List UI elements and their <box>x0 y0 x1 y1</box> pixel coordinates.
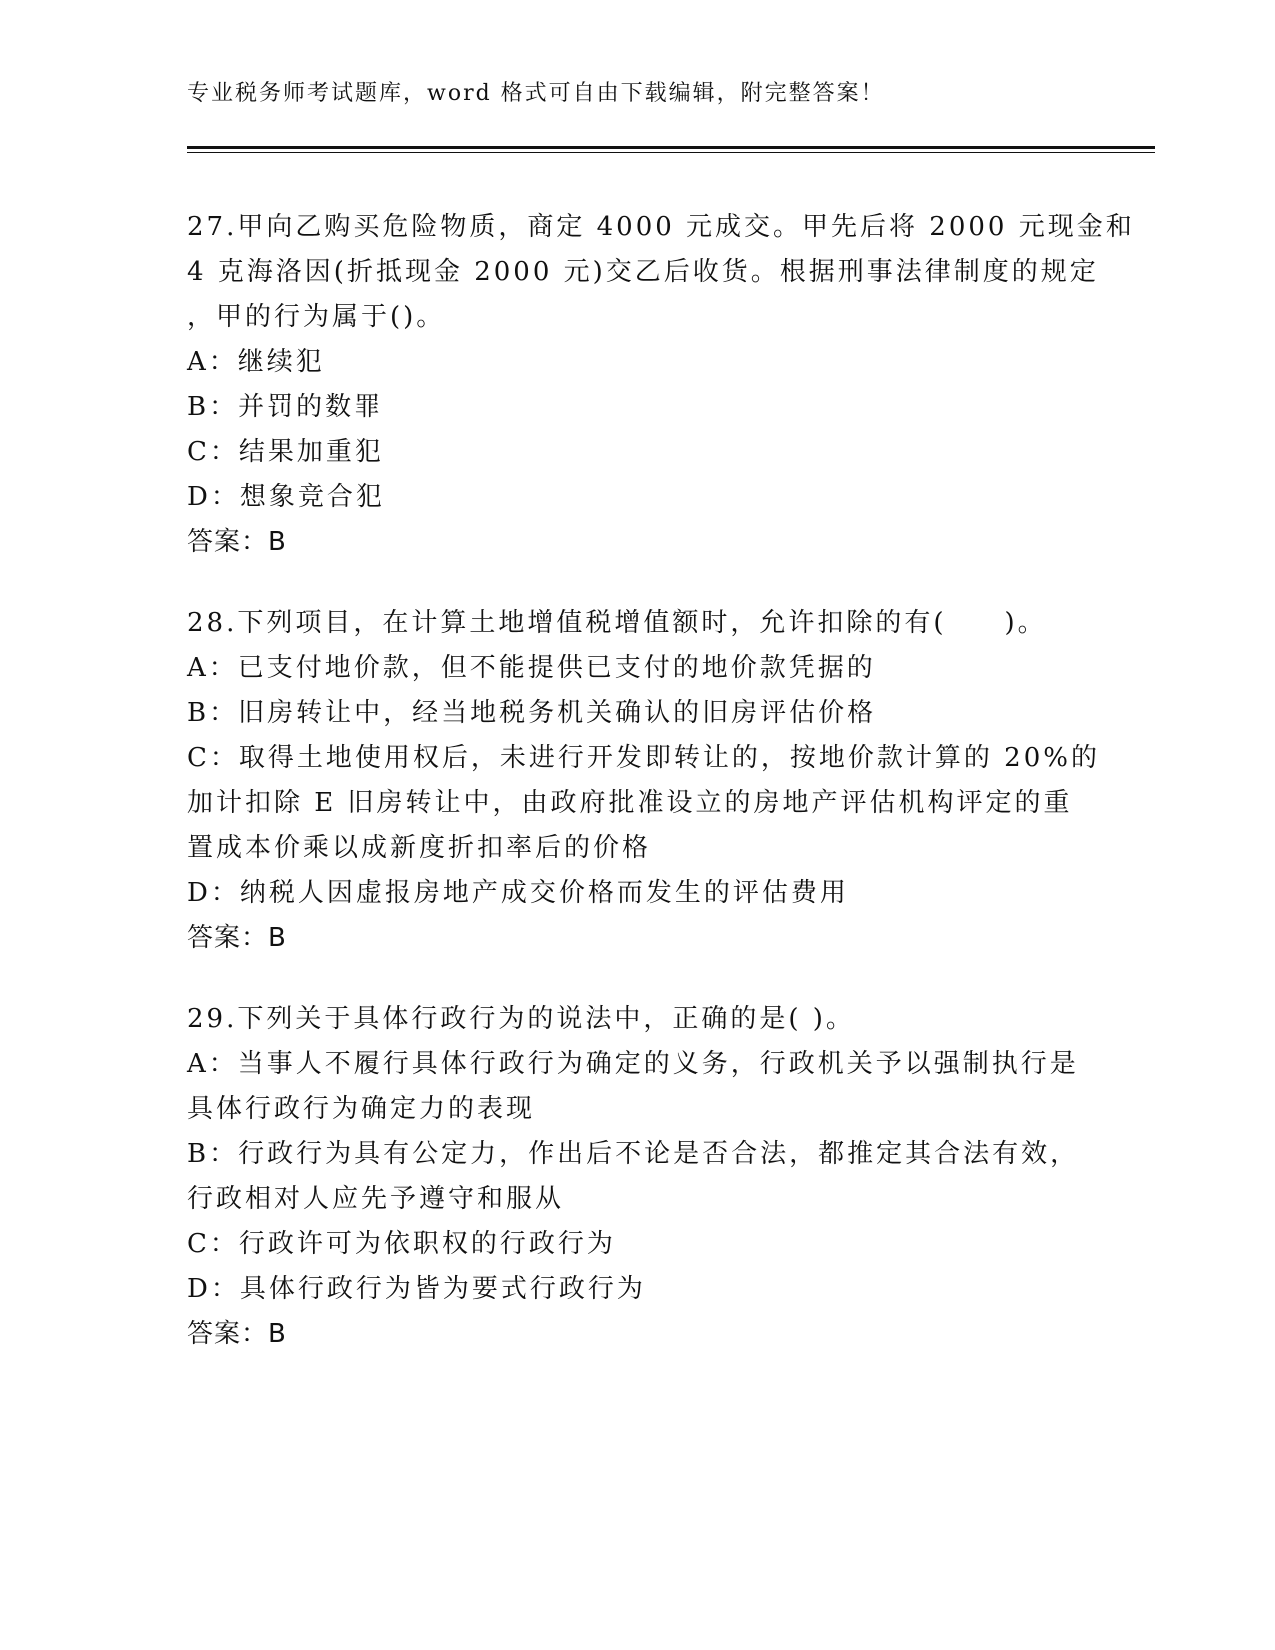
question-stem-line: ，甲的行为属于()。 <box>187 302 446 332</box>
page-header: 专业税务师考试题库，word 格式可自由下载编辑，附完整答案！ <box>187 81 885 106</box>
answer-label: 答案：B <box>187 527 287 557</box>
option-c-continued: 加计扣除 E 旧房转让中，由政府批准设立的房地产评估机构评定的重 <box>187 788 1073 818</box>
option-c: C：取得土地使用权后，未进行开发即转让的，按地价款计算的 20%的 <box>187 743 1100 773</box>
question-stem-line: 29.下列关于具体行政行为的说法中，正确的是( )。 <box>187 1004 855 1034</box>
option-b: B：并罚的数罪 <box>187 392 384 422</box>
option-a: A：当事人不履行具体行政行为确定的义务，行政机关予以强制执行是 <box>187 1049 1079 1079</box>
question-stem-line: 27.甲向乙购买危险物质，商定 4000 元成交。甲先后将 2000 元现金和 <box>187 212 1135 242</box>
option-d: D：想象竞合犯 <box>187 482 385 512</box>
question-28 <box>187 601 1100 961</box>
option-c: C：行政许可为依职权的行政行为 <box>187 1229 616 1259</box>
answer-label: 答案：B <box>187 1319 287 1349</box>
option-c: C：结果加重犯 <box>187 437 384 467</box>
question-list <box>187 205 1135 1393</box>
option-a: A：已支付地价款，但不能提供已支付的地价款凭据的 <box>187 653 876 683</box>
answer-label: 答案：B <box>187 923 287 953</box>
question-27 <box>187 205 1135 565</box>
question-stem-line: 28.下列项目，在计算土地增值税增值额时，允许扣除的有( )。 <box>187 608 1047 638</box>
option-b: B：行政行为具有公定力，作出后不论是否合法，都推定其合法有效， <box>187 1139 1080 1169</box>
question-stem-line: 4 克海洛因(折抵现金 2000 元)交乙后收货。根据刑事法律制度的规定 <box>187 257 1099 287</box>
option-d: D：纳税人因虚报房地产成交价格而发生的评估费用 <box>187 878 849 908</box>
option-a: A：继续犯 <box>187 347 325 377</box>
option-b-continued: 行政相对人应先予遵守和服从 <box>187 1184 565 1214</box>
question-29 <box>187 997 1087 1357</box>
option-d: D：具体行政行为皆为要式行政行为 <box>187 1274 646 1304</box>
header-rule-thin <box>187 152 1155 153</box>
option-b: B：旧房转让中，经当地税务机关确认的旧房评估价格 <box>187 698 877 728</box>
header-rule-thick <box>187 146 1155 149</box>
option-c-continued: 置成本价乘以成新度折扣率后的价格 <box>187 833 652 863</box>
option-a-continued: 具体行政行为确定力的表现 <box>187 1094 536 1124</box>
